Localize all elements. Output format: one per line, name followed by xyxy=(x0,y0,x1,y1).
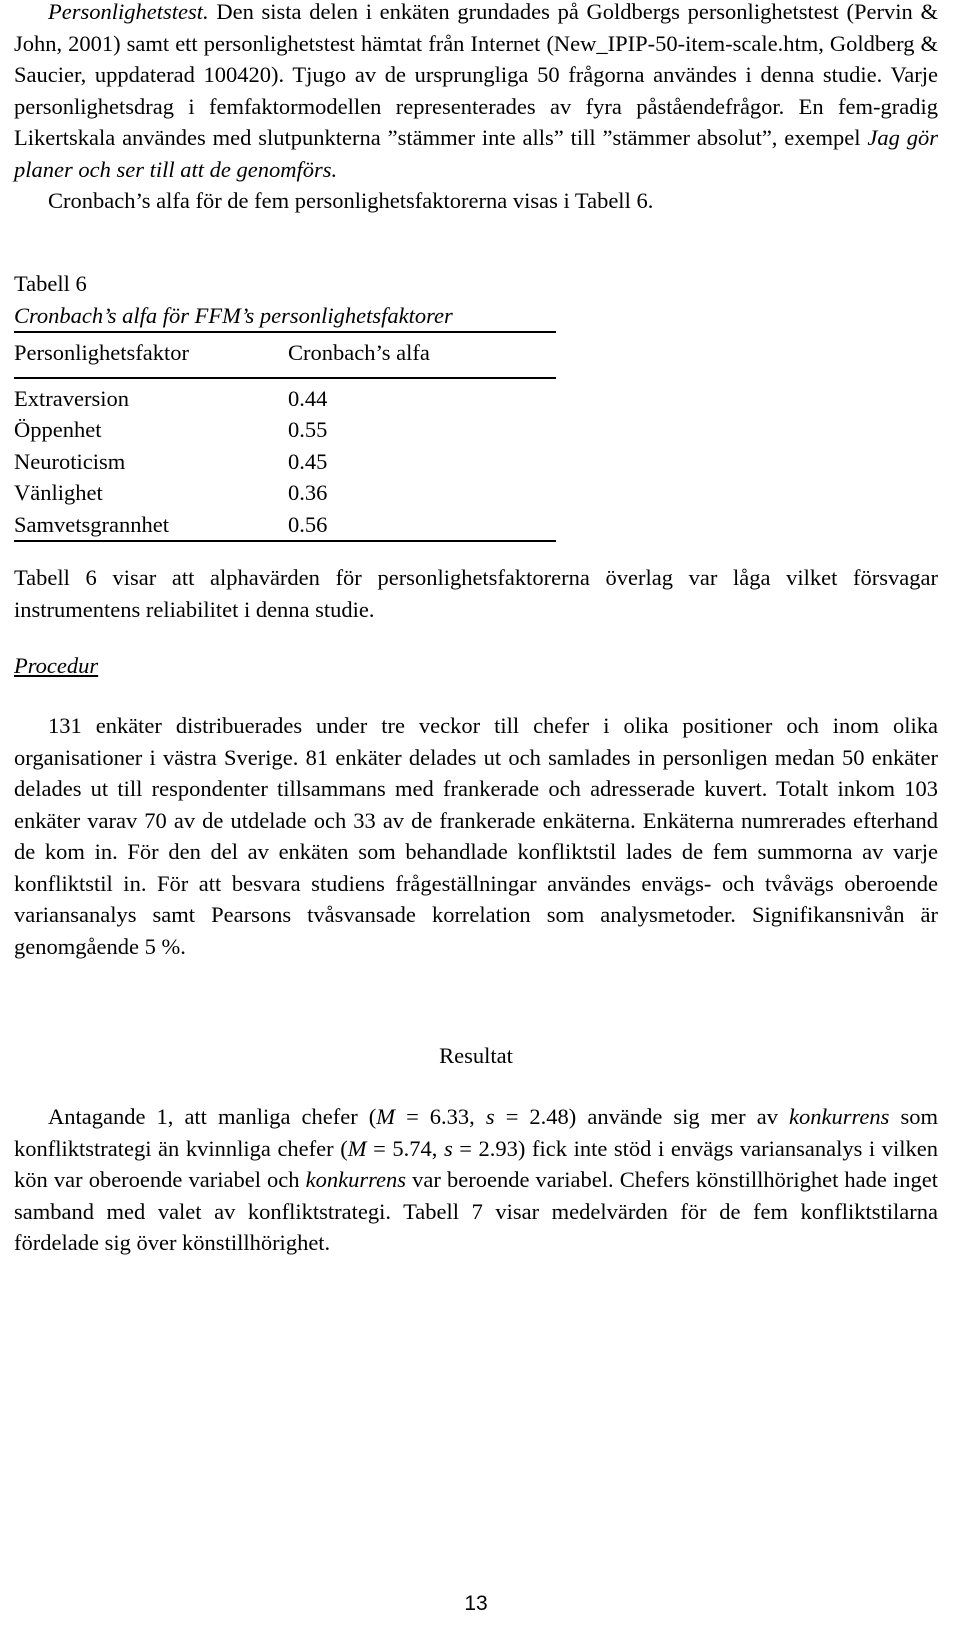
row-factor: Samvetsgrannhet xyxy=(14,511,169,537)
row-alpha: 0.44 xyxy=(288,385,328,411)
cronbach-intro-paragraph: Cronbach’s alfa för de fem personlighetsfaktorerna visas i Tabell 6. xyxy=(48,188,654,213)
table-header-row xyxy=(14,333,556,379)
results-text: = 5.74, xyxy=(366,1135,444,1161)
results-text: = 6.33, xyxy=(395,1104,486,1129)
procedure-paragraph: 131 enkäter distribuerades under tre veckor till chefer i olika positioner och inom olika organisationer i västra Sverige. 81 enkäter delades ut och samlades in personligen medan 50 enkäter delades ut till respondenter tillsammans med frankerade och adresserade kuvert. Totalt inkom 103 enkäter varav 70 av de utdelade och 33 av de frankerade enkäterna. Enkäterna numrerades efterhand de kom in. För den del av enkäten som behandlade konfliktstil lades de fem summorna av varje konfliktstil in. För att besvara studiens frågeställningar användes envägs- och tvåvägs oberoende variansanalys samt Pearsons tvåsvansade korrelation som analysmetoder. Signifikansnivån är genomgående 5 %. xyxy=(14,713,938,959)
example-italic: Jag gör planer och ser till att de genomförs. xyxy=(14,125,938,182)
term-konkurrens: konkurrens xyxy=(789,1104,890,1129)
table-row xyxy=(14,446,556,478)
personality-test-section xyxy=(14,0,938,217)
table-row xyxy=(14,477,556,509)
row-factor: Extraversion xyxy=(14,385,129,411)
page-number: 13 xyxy=(464,1592,488,1615)
results-text: = 2.48) använde sig mer av xyxy=(494,1104,790,1129)
results-text: Antagande 1, att manliga chefer ( xyxy=(48,1104,377,1129)
row-alpha: 0.55 xyxy=(288,417,328,442)
table-6 xyxy=(14,268,556,542)
after-table-paragraph: Tabell 6 visar att alphavärden för personlighetsfaktorerna överlag var låga vilket försvagar instrumentens reliabilitet i denna studie. xyxy=(14,565,938,622)
lead-italic: Personlighetstest. xyxy=(48,0,209,24)
intro-text: Den sista delen i enkäten grundades på Goldbergs personlighetstest (Pervin & John, 2001) samt ett personlighetstest hämtat från Internet (New_IPIP-50-item-scale.htm, Goldberg & Saucier, uppdaterad 100420). Tjugo av de ursprungliga 50 frågorna användes i denna studie. Varje personlighetsdrag i femfaktormodellen representerades av fyra påståendefrågor. En fem-gradig Likertskala användes med slutpunkterna ”stämmer inte alls” till ”stämmer absolut”, exempel xyxy=(14,0,938,150)
table-row xyxy=(14,509,556,543)
row-alpha: 0.36 xyxy=(288,480,328,505)
header-alpha: Cronbach’s alfa xyxy=(288,340,430,365)
term-konkurrens: konkurrens xyxy=(305,1167,407,1192)
row-alpha: 0.56 xyxy=(288,511,328,537)
stat-s: s xyxy=(485,1104,495,1129)
row-factor: Vänlighet xyxy=(14,480,103,505)
results-paragraph xyxy=(14,1101,938,1259)
results-text: = 2.93) fick inte stöd i envägs variansanalys i vilken kön var oberoende variabel och xyxy=(14,1135,938,1192)
personality-test-paragraph xyxy=(14,0,938,185)
table-caption: Tabell 6 xyxy=(14,271,87,296)
results-text: var beroende variabel. Chefers könstillhörighet hade inget samband med valet av konfliktstrategi. Tabell 7 visar medelvärden för de fem konfliktstilarna fördelade sig över könstillhörighet. xyxy=(14,1167,938,1255)
stat-m: M xyxy=(376,1104,396,1129)
table-title: Cronbach’s alfa för FFM’s personlighetsfaktorer xyxy=(14,300,556,334)
stat-s: s xyxy=(443,1135,453,1161)
procedure-heading: Procedur xyxy=(14,653,99,678)
stat-m: M xyxy=(347,1135,367,1161)
results-text: som konfliktstrategi än kvinnliga chefer ( xyxy=(14,1104,938,1161)
results-heading: Resultat xyxy=(439,1043,513,1068)
row-factor: Neuroticism xyxy=(14,448,126,474)
row-alpha: 0.45 xyxy=(288,448,328,474)
header-factor: Personlighetsfaktor xyxy=(14,340,189,365)
table-row xyxy=(14,383,556,415)
row-factor: Öppenhet xyxy=(14,417,102,442)
table-row xyxy=(14,414,556,446)
